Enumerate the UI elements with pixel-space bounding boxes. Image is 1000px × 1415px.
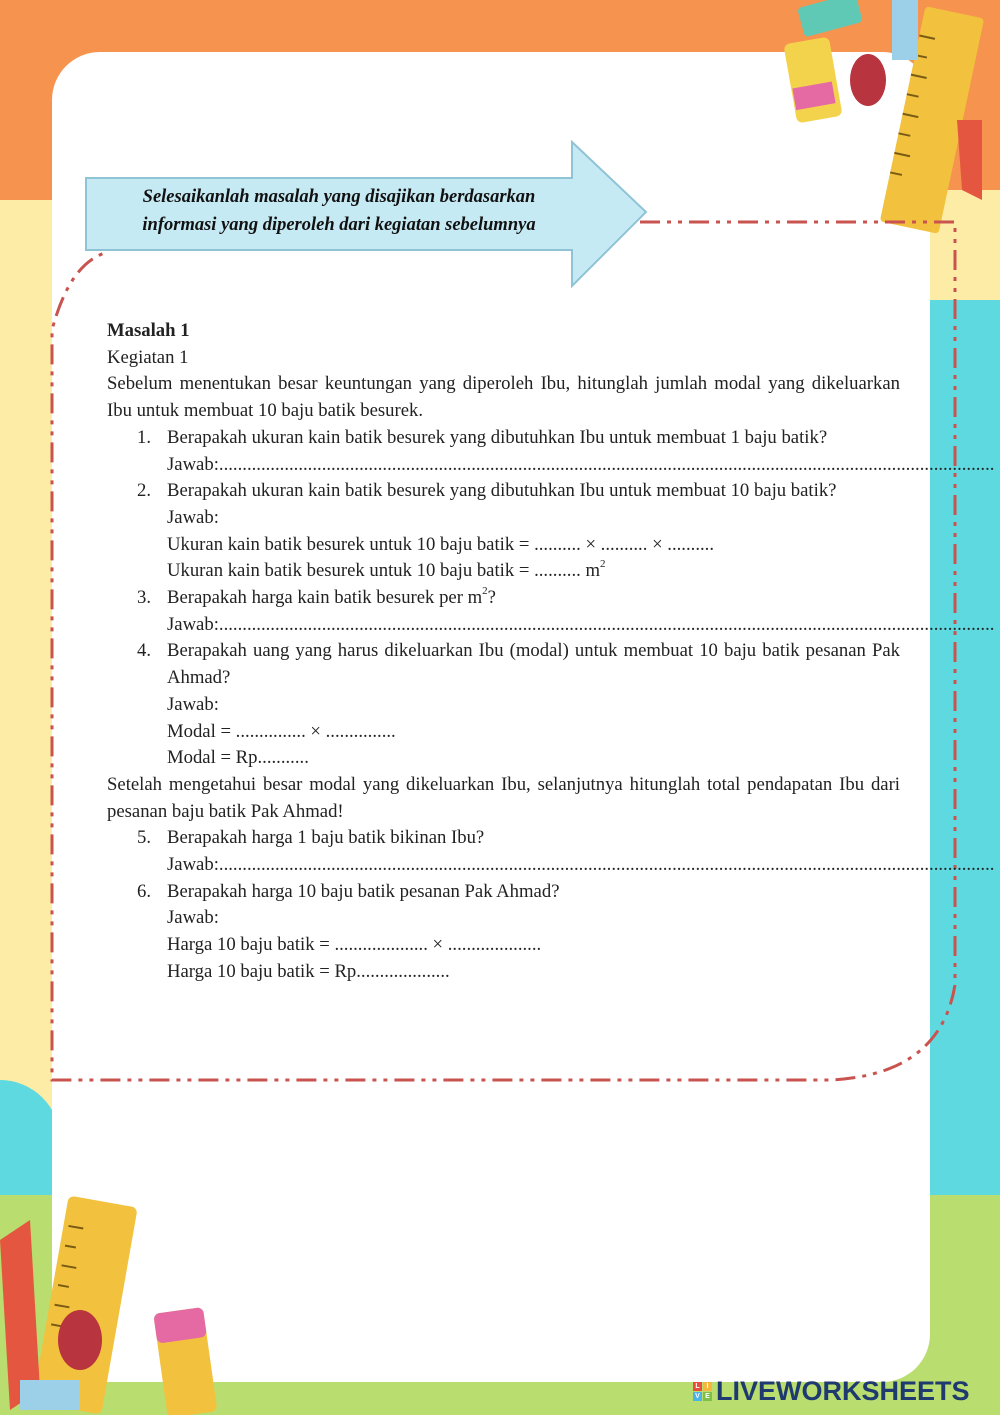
answer-blank[interactable]: ...................................................................................................................................................................... xyxy=(218,613,995,635)
eraser-icon xyxy=(150,1300,230,1415)
question-text: Berapakah harga kain batik besurek per m xyxy=(167,587,483,609)
logo-letter: I xyxy=(703,1382,712,1391)
question-text: Berapakah ukuran kain batik besurek yang dibutuhkan Ibu untuk membuat 1 baju batik? xyxy=(167,426,828,448)
answer-line[interactable] xyxy=(167,852,995,879)
activity-subheading: Kegiatan 1 xyxy=(107,346,189,368)
ruler-pencil-bottom-icon xyxy=(0,1190,150,1415)
ruler-pencil-icon xyxy=(862,0,982,240)
question-text: Berapakah harga 10 baju batik pesanan Pak Ahmad? xyxy=(167,880,560,902)
question-number: 6. xyxy=(137,880,152,902)
answer-result-line[interactable] xyxy=(167,558,900,585)
answer-label: Jawab: xyxy=(167,613,219,635)
answer-line[interactable] xyxy=(167,612,995,639)
instruction-text xyxy=(100,183,578,239)
question-number: 1. xyxy=(137,426,152,448)
answer-line[interactable] xyxy=(167,452,995,479)
question-number: 3. xyxy=(137,587,152,609)
instruction-line-1: Selesaikanlah masalah yang disajikan berdasarkan xyxy=(142,187,536,207)
answer-blank[interactable]: ...................................................................................................................................................................... xyxy=(218,854,995,876)
answer-label: Jawab: xyxy=(167,854,219,876)
answer-label: Jawab: xyxy=(167,453,219,475)
liveworksheets-icon xyxy=(693,1382,712,1401)
logo-letter: L xyxy=(693,1382,702,1391)
problem-heading: Masalah 1 xyxy=(107,320,190,341)
answer-formula-line[interactable]: Ukuran kain batik besurek untuk 10 baju batik = .......... × .......... × .......... xyxy=(167,533,715,555)
background-cyan-stripe xyxy=(930,300,1000,1200)
answer-result-text: Ukuran kain batik besurek untuk 10 baju batik = .......... m xyxy=(167,560,601,582)
answer-result-line[interactable]: Harga 10 baju batik = Rp.................... xyxy=(167,960,450,982)
question-text: Berapakah ukuran kain batik besurek yang dibutuhkan Ibu untuk membuat 10 baju batik? xyxy=(167,480,837,502)
answer-label: Jawab: xyxy=(167,506,219,528)
question-mark: ? xyxy=(487,587,496,609)
transition-paragraph: Setelah mengetahui besar modal yang dikeluarkan Ibu, selanjutnya hitunglah total pendapatan Ibu dari pesanan baju batik Pak Ahmad! xyxy=(107,773,900,822)
exponent: 2 xyxy=(600,558,606,571)
problem-content xyxy=(107,318,995,986)
answer-formula-line[interactable]: Modal = ............... × ............... xyxy=(167,720,396,742)
answer-result-line[interactable]: Modal = Rp........... xyxy=(167,747,309,769)
answer-label: Jawab: xyxy=(167,907,219,929)
liveworksheets-logo xyxy=(693,1376,970,1406)
logo-letter: E xyxy=(703,1392,712,1401)
logo-letter: V xyxy=(693,1392,702,1401)
instruction-line-2: informasi yang diperoleh dari kegiatan sebelumnya xyxy=(142,215,536,235)
exponent: 2 xyxy=(482,585,488,598)
intro-paragraph: Sebelum menentukan besar keuntungan yang diperoleh Ibu, hitunglah jumlah modal yang dikeluarkan Ibu untuk membuat 10 baju batik besurek. xyxy=(107,373,900,422)
question-4 xyxy=(107,638,900,772)
question-number: 5. xyxy=(137,827,152,849)
brand-name: LIVEWORKSHEETS xyxy=(716,1375,970,1406)
answer-formula-line[interactable]: Harga 10 baju batik = .................... × .................... xyxy=(167,934,542,956)
question-number: 4. xyxy=(137,640,152,662)
question-number: 2. xyxy=(137,480,152,502)
question-text-line xyxy=(167,585,900,612)
background-orange-corner xyxy=(0,130,60,200)
question-5 xyxy=(107,825,995,878)
question-1 xyxy=(107,425,995,478)
question-6 xyxy=(107,879,900,986)
answer-blank[interactable]: ...................................................................................................................................................................... xyxy=(218,453,995,475)
question-text: Berapakah harga 1 baju batik bikinan Ibu? xyxy=(167,827,485,849)
question-text: Berapakah uang yang harus dikeluarkan Ibu (modal) untuk membuat 10 baju batik pesanan Pak Ahmad? xyxy=(167,640,900,689)
question-2 xyxy=(107,478,900,585)
answer-label: Jawab: xyxy=(167,693,219,715)
question-3 xyxy=(107,585,995,638)
